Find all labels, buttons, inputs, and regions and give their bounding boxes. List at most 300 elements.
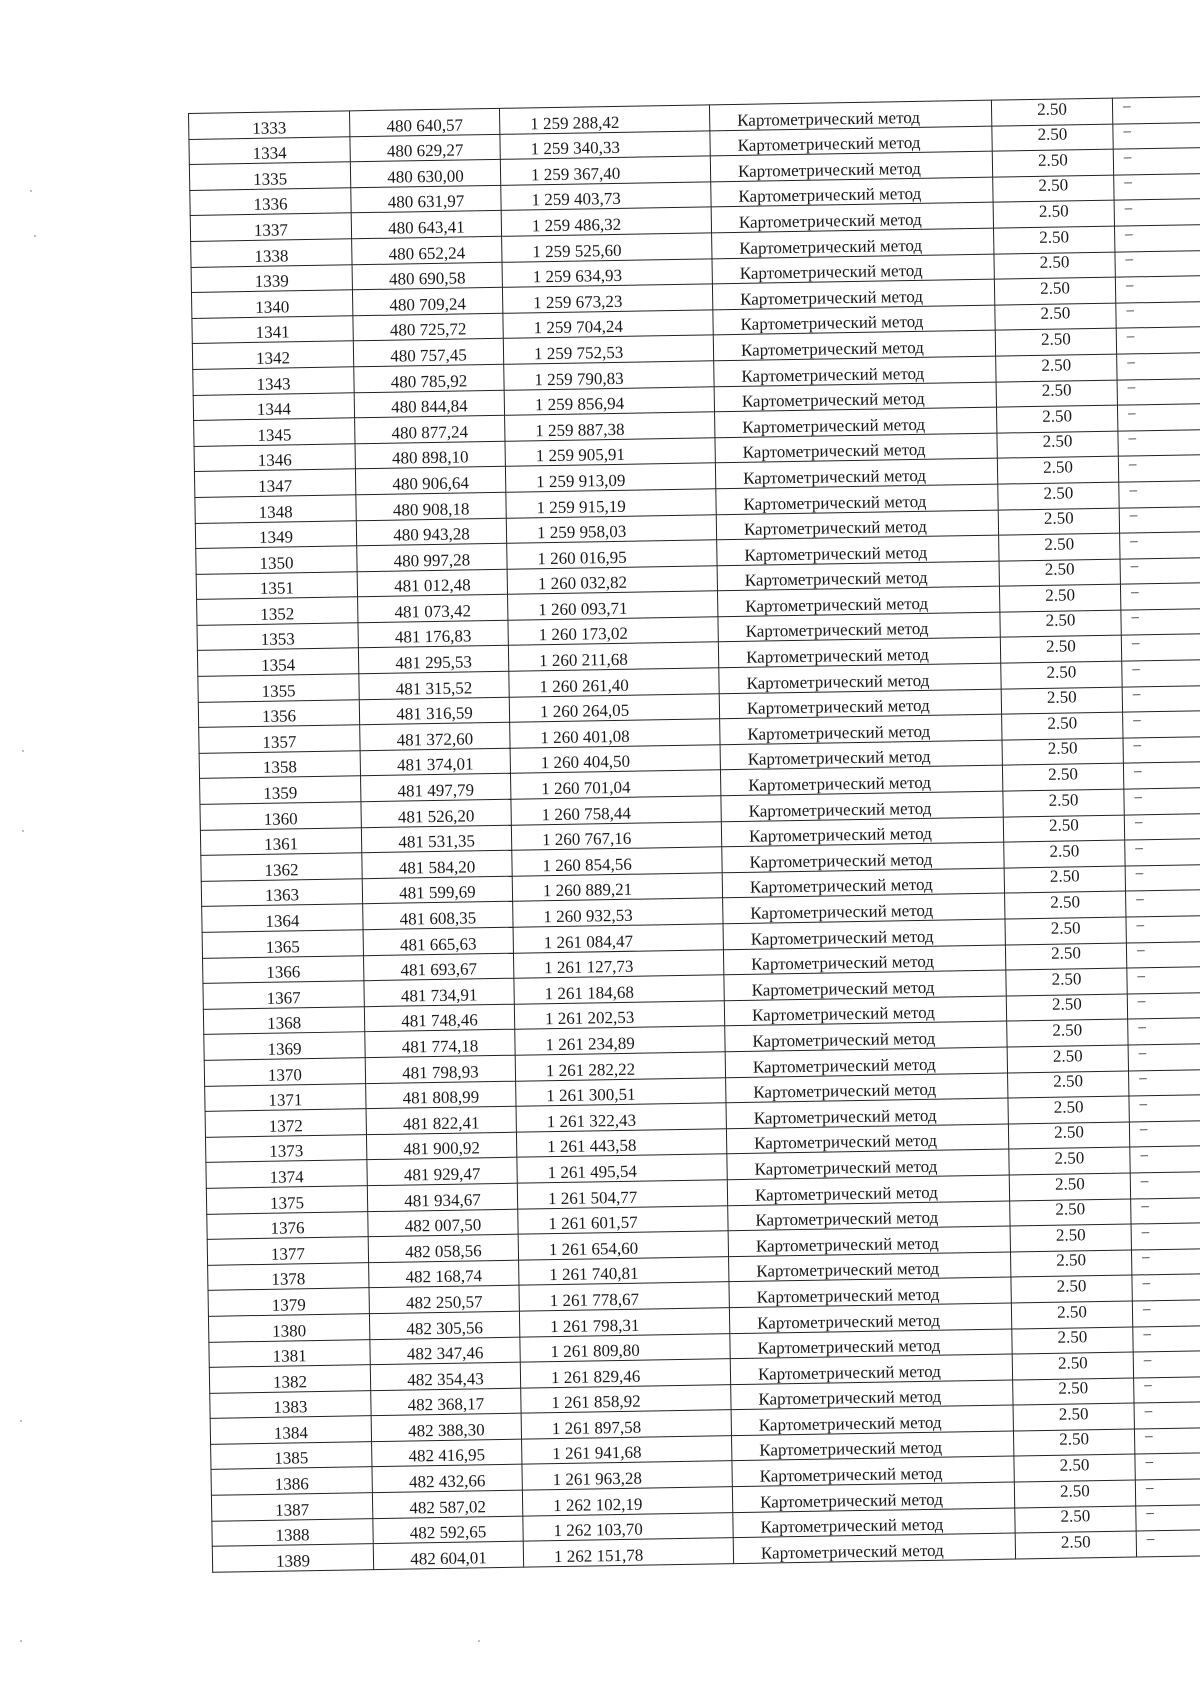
description-cell [1134, 1402, 1200, 1429]
accuracy-cell [1005, 891, 1126, 919]
accuracy-value: 2.50 [1051, 943, 1082, 963]
method-cell: Картометрический метод [730, 1354, 1012, 1384]
method-cell: Картометрический метод [724, 970, 1006, 1000]
accuracy-value: 2.50 [1048, 815, 1079, 836]
y-coordinate-cell: 1 261 495,54 [517, 1154, 727, 1183]
x-coordinate-cell: 481 374,01 [360, 748, 510, 776]
method-cell: Картометрический метод [720, 714, 1002, 744]
accuracy-cell [1010, 1250, 1131, 1278]
point-number-cell: 1379 [208, 1288, 369, 1316]
y-coordinate-cell: 1 261 740,81 [519, 1256, 729, 1285]
point-number-cell: 1383 [210, 1390, 371, 1418]
accuracy-value: 2.50 [1059, 1429, 1090, 1450]
method-cell: Картометрический метод [710, 126, 992, 156]
description-cell [1116, 327, 1200, 354]
description-cell [1132, 1299, 1200, 1326]
method-cell: Картометрический метод [722, 868, 1004, 898]
x-coordinate-cell: 481 822,41 [366, 1106, 516, 1134]
coordinates-table [188, 96, 1200, 1572]
description-cell [1127, 967, 1200, 994]
accuracy-cell [1013, 1378, 1134, 1406]
y-coordinate-cell: 1 260 758,44 [511, 796, 721, 825]
method-cell: Картометрический метод [716, 484, 998, 514]
description-cell [1124, 788, 1200, 815]
method-cell: Картометрический метод [732, 1456, 1014, 1486]
scan-speck [478, 1640, 480, 1642]
accuracy-cell [1008, 1071, 1129, 1099]
description-cell [1129, 1120, 1200, 1147]
accuracy-value: 2.50 [1060, 1506, 1091, 1526]
dash-mark: – [1122, 97, 1131, 115]
method-cell: Картометрический метод [712, 279, 994, 309]
accuracy-cell [992, 149, 1113, 177]
x-coordinate-cell: 481 934,67 [367, 1183, 517, 1211]
y-coordinate-cell: 1 261 443,58 [516, 1128, 726, 1157]
x-coordinate-cell: 481 316,59 [359, 697, 509, 725]
y-coordinate-cell: 1 261 504,77 [517, 1180, 727, 1209]
method-cell: Картометрический метод [724, 996, 1006, 1026]
point-number-cell: 1386 [211, 1467, 372, 1495]
dash-mark: – [1124, 174, 1132, 191]
x-coordinate-cell: 482 354,43 [370, 1362, 520, 1390]
y-coordinate-cell: 1 260 932,53 [513, 898, 723, 927]
y-coordinate-cell: 1 261 202,53 [514, 1001, 724, 1030]
x-coordinate-cell: 481 798,93 [365, 1055, 515, 1083]
dash-mark: – [1141, 1198, 1149, 1215]
accuracy-cell [993, 201, 1114, 229]
x-coordinate-cell: 480 643,41 [351, 211, 501, 239]
accuracy-value: 2.50 [1049, 866, 1080, 887]
accuracy-cell [1007, 1019, 1128, 1047]
y-coordinate-cell: 1 259 288,42 [499, 105, 709, 134]
point-number-cell: 1350 [196, 546, 357, 574]
accuracy-cell [1012, 1327, 1133, 1355]
accuracy-value: 2.50 [1046, 662, 1077, 682]
dash-mark: – [1143, 1351, 1152, 1369]
method-cell: Картометрический метод [712, 254, 994, 284]
y-coordinate-cell: 1 260 767,16 [511, 821, 721, 850]
x-coordinate-cell: 480 652,24 [352, 236, 502, 264]
description-cell [1128, 1018, 1200, 1045]
accuracy-cell [1008, 1122, 1129, 1150]
accuracy-value: 2.50 [1047, 713, 1078, 733]
method-cell: Картометрический метод [717, 586, 999, 616]
description-cell [1113, 148, 1200, 175]
point-number-cell: 1378 [208, 1262, 369, 1290]
y-coordinate-cell: 1 261 897,58 [521, 1410, 731, 1439]
dash-mark: – [1124, 200, 1133, 217]
point-number-cell: 1337 [190, 213, 351, 241]
method-cell: Картометрический метод [726, 1098, 1008, 1128]
accuracy-value: 2.50 [1057, 1327, 1088, 1347]
x-coordinate-cell: 480 908,18 [356, 492, 506, 520]
point-number-cell: 1347 [194, 469, 355, 497]
dash-mark: – [1123, 123, 1132, 140]
method-cell: Картометрический метод [723, 893, 1005, 923]
point-number-cell: 1346 [194, 443, 355, 471]
point-number-cell: 1377 [207, 1237, 368, 1265]
method-cell: Картометрический метод [733, 1508, 1015, 1538]
point-number-cell: 1381 [209, 1339, 370, 1367]
method-cell: Картометрический метод [729, 1252, 1011, 1282]
accuracy-cell [1012, 1352, 1133, 1380]
y-coordinate-cell: 1 261 809,80 [520, 1333, 730, 1362]
accuracy-value: 2.50 [1043, 508, 1074, 528]
dash-mark: – [1130, 558, 1139, 575]
x-coordinate-cell: 481 012,48 [357, 569, 507, 597]
method-cell: Картометрический метод [712, 228, 994, 258]
method-cell: Картометрический метод [715, 407, 997, 437]
method-cell: Картометрический метод [717, 561, 999, 591]
dash-mark: – [1129, 507, 1138, 524]
description-cell [1122, 660, 1200, 687]
x-coordinate-cell: 481 774,18 [365, 1030, 515, 1058]
x-coordinate-cell: 481 526,20 [361, 799, 511, 827]
y-coordinate-cell: 1 261 300,51 [516, 1077, 726, 1106]
point-number-cell: 1359 [200, 776, 361, 804]
x-coordinate-cell: 482 347,46 [370, 1337, 520, 1365]
dash-mark: – [1126, 302, 1135, 319]
description-cell [1130, 1146, 1200, 1173]
accuracy-cell [996, 405, 1117, 433]
x-coordinate-cell: 482 587,02 [372, 1490, 522, 1518]
y-coordinate-cell: 1 261 963,28 [522, 1461, 732, 1490]
accuracy-cell [994, 252, 1115, 280]
y-coordinate-cell: 1 261 084,47 [513, 924, 723, 953]
y-coordinate-cell: 1 261 234,89 [515, 1026, 725, 1055]
description-cell [1120, 583, 1200, 610]
accuracy-value: 2.50 [1042, 457, 1074, 477]
dash-mark: – [1134, 814, 1143, 831]
accuracy-value: 2.50 [1044, 534, 1075, 554]
dash-mark: – [1125, 277, 1134, 294]
description-cell [1126, 890, 1200, 917]
point-number-cell: 1342 [192, 341, 353, 369]
accuracy-value: 2.50 [1059, 1455, 1090, 1475]
accuracy-cell [1015, 1531, 1136, 1559]
accuracy-value: 2.50 [1043, 482, 1074, 503]
method-cell: Картометрический метод [726, 1073, 1008, 1103]
point-number-cell: 1355 [198, 674, 359, 702]
x-coordinate-cell: 480 629,27 [350, 134, 500, 162]
accuracy-value: 2.50 [1045, 636, 1076, 656]
accuracy-cell [1001, 661, 1122, 689]
point-number-cell: 1334 [189, 136, 350, 164]
y-coordinate-cell: 1 260 854,56 [512, 847, 722, 876]
description-cell [1121, 634, 1200, 661]
description-cell [1120, 557, 1200, 584]
accuracy-value: 2.50 [1058, 1378, 1089, 1399]
description-cell [1123, 736, 1200, 763]
accuracy-value: 2.50 [1055, 1224, 1086, 1245]
x-coordinate-cell: 481 734,91 [364, 978, 514, 1006]
x-coordinate-cell: 481 584,20 [362, 850, 512, 878]
y-coordinate-cell: 1 260 264,05 [509, 693, 719, 722]
method-cell: Картометрический метод [711, 177, 993, 207]
y-coordinate-cell: 1 261 829,46 [520, 1359, 730, 1388]
accuracy-cell [1013, 1403, 1134, 1431]
y-coordinate-cell: 1 259 915,19 [506, 489, 716, 518]
accuracy-value: 2.50 [1037, 150, 1068, 170]
method-cell: Картометрический метод [718, 612, 1000, 642]
x-coordinate-cell: 480 877,24 [355, 415, 505, 443]
method-cell: Картометрический метод [725, 1021, 1007, 1051]
x-coordinate-cell: 481 748,46 [364, 1004, 514, 1032]
accuracy-cell [1014, 1454, 1135, 1482]
x-coordinate-cell: 481 531,35 [361, 825, 511, 853]
accuracy-cell [994, 226, 1115, 254]
method-cell: Картометрический метод [717, 535, 999, 565]
accuracy-cell [1002, 712, 1123, 740]
y-coordinate-cell: 1 260 211,68 [508, 642, 718, 671]
accuracy-cell [1009, 1147, 1130, 1175]
method-cell: Картометрический метод [720, 740, 1002, 770]
accuracy-cell [993, 175, 1114, 203]
accuracy-cell [1010, 1199, 1131, 1227]
method-cell: Картометрический метод [715, 458, 997, 488]
y-coordinate-cell: 1 259 486,32 [501, 207, 711, 236]
description-cell [1117, 353, 1200, 380]
accuracy-value: 2.50 [1060, 1532, 1091, 1552]
x-coordinate-cell: 482 250,57 [369, 1285, 519, 1313]
accuracy-value: 2.50 [1038, 201, 1069, 221]
y-coordinate-cell: 1 259 673,23 [502, 284, 712, 313]
y-coordinate-cell: 1 261 941,68 [522, 1436, 732, 1465]
description-cell [1115, 250, 1200, 277]
x-coordinate-cell: 481 176,83 [358, 620, 508, 648]
scan-speck [30, 190, 32, 192]
description-cell [1129, 1095, 1200, 1122]
method-cell: Картометрический метод [709, 100, 991, 130]
y-coordinate-cell: 1 261 798,31 [519, 1308, 729, 1337]
dash-mark: – [1125, 251, 1134, 268]
y-coordinate-cell: 1 259 403,73 [501, 182, 711, 211]
accuracy-value: 2.50 [1041, 380, 1072, 401]
accuracy-cell [994, 277, 1115, 305]
dash-mark: – [1140, 1172, 1149, 1189]
description-cell [1129, 1069, 1200, 1096]
method-cell: Картометрический метод [727, 1175, 1009, 1205]
x-coordinate-cell: 482 416,95 [372, 1439, 522, 1467]
dash-mark: – [1138, 1019, 1146, 1036]
point-number-cell: 1363 [201, 879, 362, 907]
description-cell [1112, 97, 1200, 124]
x-coordinate-cell: 482 432,66 [372, 1465, 522, 1493]
point-number-cell: 1382 [209, 1365, 370, 1393]
method-cell: Картометрический метод [728, 1201, 1010, 1231]
dash-mark: – [1146, 1531, 1155, 1548]
accuracy-value: 2.50 [1050, 892, 1081, 912]
point-number-cell: 1380 [208, 1314, 369, 1342]
accuracy-cell [998, 482, 1119, 510]
method-cell: Картометрический метод [731, 1405, 1013, 1435]
accuracy-value: 2.50 [1057, 1352, 1088, 1373]
dash-mark: – [1132, 686, 1141, 703]
x-coordinate-cell: 480 844,84 [354, 390, 504, 418]
description-cell [1123, 762, 1200, 789]
accuracy-cell [1010, 1224, 1131, 1252]
point-number-cell: 1364 [202, 904, 363, 932]
dash-mark: – [1133, 737, 1142, 754]
description-cell [1132, 1274, 1200, 1301]
accuracy-value: 2.50 [1056, 1301, 1088, 1322]
method-cell: Картометрический метод [714, 382, 996, 412]
method-cell: Картометрический метод [718, 638, 1000, 668]
description-cell [1134, 1427, 1200, 1454]
y-coordinate-cell: 1 259 905,91 [505, 438, 715, 467]
point-number-cell: 1351 [196, 571, 357, 599]
accuracy-cell [1003, 815, 1124, 843]
accuracy-value: 2.50 [1056, 1250, 1087, 1271]
accuracy-cell [1002, 738, 1123, 766]
dash-mark: – [1142, 1300, 1151, 1317]
y-coordinate-cell: 1 260 093,71 [508, 591, 718, 620]
method-cell: Картометрический метод [711, 203, 993, 233]
y-coordinate-cell: 1 262 103,70 [523, 1512, 733, 1541]
dash-mark: – [1139, 1121, 1148, 1138]
accuracy-value: 2.50 [1048, 789, 1079, 810]
accuracy-value: 2.50 [1042, 406, 1073, 426]
accuracy-value: 2.50 [1051, 994, 1082, 1015]
x-coordinate-cell: 482 305,56 [369, 1311, 519, 1339]
accuracy-value: 2.50 [1039, 278, 1071, 298]
x-coordinate-cell: 481 497,79 [361, 774, 511, 802]
x-coordinate-cell: 480 943,28 [356, 518, 506, 546]
dash-mark: – [1134, 788, 1143, 806]
description-cell [1113, 122, 1200, 149]
method-cell: Картометрический метод [733, 1533, 1015, 1563]
description-cell [1131, 1248, 1200, 1275]
accuracy-cell [999, 584, 1120, 612]
x-coordinate-cell: 481 808,99 [366, 1081, 516, 1109]
x-coordinate-cell: 480 709,24 [352, 287, 502, 315]
description-cell [1136, 1504, 1200, 1531]
method-cell: Картометрический метод [713, 305, 995, 335]
point-number-cell: 1376 [207, 1211, 368, 1239]
description-cell [1117, 378, 1200, 405]
point-number-cell: 1388 [212, 1518, 373, 1546]
y-coordinate-cell: 1 259 752,53 [503, 335, 713, 364]
y-coordinate-cell: 1 260 401,08 [510, 719, 720, 748]
method-cell: Картометрический метод [715, 433, 997, 463]
y-coordinate-cell: 1 259 887,38 [505, 412, 715, 441]
dash-mark: – [1140, 1147, 1149, 1164]
y-coordinate-cell: 1 262 151,78 [523, 1538, 733, 1567]
x-coordinate-cell: 481 073,42 [358, 595, 508, 623]
accuracy-cell [997, 456, 1118, 484]
scan-speck [20, 1420, 22, 1422]
method-cell: Картометрический метод [713, 330, 995, 360]
dash-mark: – [1136, 916, 1145, 933]
description-cell [1126, 916, 1200, 943]
method-cell: Картометрический метод [725, 1047, 1007, 1077]
description-cell [1133, 1351, 1200, 1378]
point-number-cell: 1338 [191, 239, 352, 267]
y-coordinate-cell: 1 260 173,02 [508, 617, 718, 646]
point-number-cell: 1345 [194, 418, 355, 446]
y-coordinate-cell: 1 261 654,60 [518, 1231, 728, 1260]
y-coordinate-cell: 1 259 958,03 [506, 514, 716, 543]
point-number-cell: 1335 [189, 162, 350, 190]
x-coordinate-cell: 481 665,63 [363, 927, 513, 955]
point-number-cell: 1375 [206, 1186, 367, 1214]
dash-mark: – [1139, 1095, 1148, 1113]
accuracy-cell [995, 328, 1116, 356]
scan-speck [20, 1640, 22, 1642]
scan-speck [22, 750, 24, 752]
description-cell [1136, 1530, 1200, 1557]
dash-mark: – [1125, 225, 1133, 243]
accuracy-cell [997, 431, 1118, 459]
description-cell [1125, 839, 1200, 866]
y-coordinate-cell: 1 259 525,60 [502, 233, 712, 262]
accuracy-value: 2.50 [1052, 1020, 1083, 1040]
dash-mark: – [1133, 712, 1141, 729]
method-cell: Картометрический метод [721, 791, 1003, 821]
accuracy-value: 2.50 [1054, 1173, 1085, 1194]
x-coordinate-cell: 480 898,10 [355, 441, 505, 469]
y-coordinate-cell: 1 262 102,19 [522, 1487, 732, 1516]
point-number-cell: 1353 [197, 623, 358, 651]
x-coordinate-cell: 480 997,28 [357, 543, 507, 571]
point-number-cell: 1352 [197, 597, 358, 625]
point-number-cell: 1371 [205, 1083, 366, 1111]
y-coordinate-cell: 1 259 340,33 [500, 130, 710, 159]
accuracy-value: 2.50 [1055, 1199, 1086, 1219]
accuracy-value: 2.50 [1041, 354, 1072, 375]
description-cell [1126, 941, 1200, 968]
description-cell [1117, 404, 1200, 431]
point-number-cell: 1336 [190, 188, 351, 216]
point-number-cell: 1370 [204, 1058, 365, 1086]
scan-speck [34, 235, 36, 237]
y-coordinate-cell: 1 260 032,82 [507, 565, 717, 594]
dash-mark: – [1123, 149, 1132, 166]
description-cell [1135, 1453, 1200, 1480]
point-number-cell: 1348 [195, 495, 356, 523]
point-number-cell: 1366 [203, 955, 364, 983]
description-cell [1127, 992, 1200, 1019]
y-coordinate-cell: 1 261 322,43 [516, 1103, 726, 1132]
dash-mark: – [1142, 1275, 1151, 1292]
accuracy-value: 2.50 [1050, 917, 1081, 938]
description-cell [1130, 1171, 1200, 1198]
dash-mark: – [1144, 1428, 1153, 1445]
x-coordinate-cell: 481 693,67 [363, 953, 513, 981]
accuracy-value: 2.50 [1058, 1404, 1089, 1424]
accuracy-value: 2.50 [1037, 124, 1068, 145]
method-cell: Картометрический метод [732, 1431, 1014, 1461]
point-number-cell: 1373 [205, 1134, 366, 1162]
y-coordinate-cell: 1 261 778,67 [519, 1282, 729, 1311]
y-coordinate-cell: 1 259 913,09 [505, 463, 715, 492]
accuracy-value: 2.50 [1048, 764, 1079, 784]
point-number-cell: 1362 [201, 853, 362, 881]
dash-mark: – [1136, 891, 1144, 908]
point-number-cell: 1343 [193, 367, 354, 395]
point-number-cell: 1333 [189, 111, 350, 139]
accuracy-cell [999, 533, 1120, 561]
point-number-cell: 1354 [197, 648, 358, 676]
description-cell [1133, 1325, 1200, 1352]
point-number-cell: 1340 [191, 290, 352, 318]
y-coordinate-cell: 1 260 404,50 [510, 745, 720, 774]
accuracy-cell [1006, 968, 1127, 996]
accuracy-value: 2.50 [1051, 969, 1082, 989]
y-coordinate-cell: 1 259 367,40 [500, 156, 710, 185]
point-number-cell: 1356 [198, 699, 359, 727]
x-coordinate-cell: 481 900,92 [366, 1132, 516, 1160]
